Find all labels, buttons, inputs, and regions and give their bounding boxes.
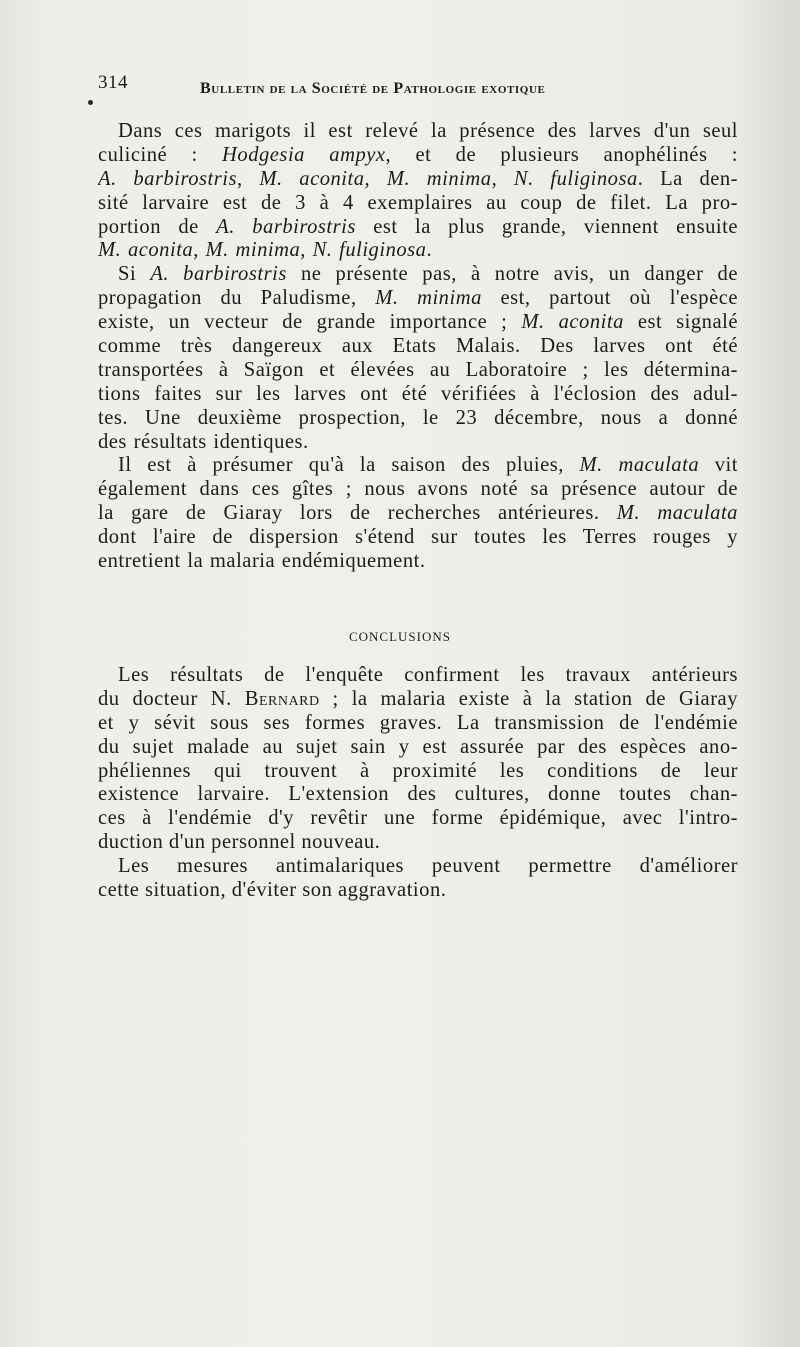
section-heading: CONCLUSIONS <box>348 629 451 644</box>
text-line: dont l'aire de dispersion s'étend sur toutes les Terres rouges y <box>98 526 738 549</box>
text-line: sité larvaire est de 3 à 4 exemplaires au coup de filet. La pro- <box>98 191 738 214</box>
text-line: et y sévit sous ses formes graves. La transmission de l'endémie <box>98 711 738 734</box>
text-line: entretient la malaria endémiquement. <box>98 550 426 573</box>
text-line: Dans ces marigots il est relevé la présence des larves d'un seul <box>118 120 738 142</box>
text-line: la gare de Giaray lors de recherches antérieures. M. maculata <box>98 502 738 525</box>
text-line: propagation du Paludisme, M. minima est, partout où l'espèce <box>98 287 738 310</box>
text-line: également dans ces gîtes ; nous avons noté sa présence autour de <box>98 478 738 501</box>
text-line: transportées à Saïgon et élevées au Laboratoire ; les détermina- <box>98 358 738 381</box>
text-line: M. aconita, M. minima, N. fuliginosa. <box>98 239 433 262</box>
text-line: Il est à présumer qu'à la saison des pluies, M. maculata vit <box>118 454 738 477</box>
text-line: existence larvaire. L'extension des cultures, donne toutes chan- <box>98 783 738 806</box>
text-line: comme très dangereux aux Etats Malais. Des larves ont été <box>98 335 738 358</box>
text-line: duction d'un personnel nouveau. <box>98 831 381 854</box>
text-line: tes. Une deuxième prospection, le 23 décembre, nous a donné <box>98 406 738 429</box>
text-line: A. barbirostris, M. aconita, M. minima, N. fuliginosa. La den- <box>98 167 738 190</box>
ink-speck <box>88 100 93 105</box>
text-line: Les mesures antimalariques peuvent permettre d'améliorer <box>118 855 738 878</box>
text-line: du sujet malade au sujet sain y est assurée par des espèces ano- <box>98 735 738 758</box>
text-line: existe, un vecteur de grande importance ; M. aconita est signalé <box>98 311 738 334</box>
body-section-1 <box>98 120 738 574</box>
text-line: phéliennes qui trouvent à proximité les conditions de leur <box>98 759 738 782</box>
text-line: tions faites sur les larves ont été vérifiées à l'éclosion des adul- <box>98 382 738 405</box>
text-line: culiciné : Hodgesia ampyx, et de plusieurs anophélinés : <box>98 143 738 166</box>
text-line: cette situation, d'éviter son aggravation. <box>98 879 447 902</box>
text-line: des résultats identiques. <box>98 430 309 453</box>
text-line: ces à l'endémie d'y revêtir une forme épidémique, avec l'intro- <box>98 807 738 830</box>
running-head: Bulletin de la Société de Pathologie exotique <box>200 80 546 97</box>
body-section-2 <box>98 664 738 903</box>
text-line: Si A. barbirostris ne présente pas, à notre avis, un danger de <box>118 263 738 286</box>
page-header <box>98 72 698 102</box>
text-line: Les résultats de l'enquête confirment les travaux antérieurs <box>118 664 738 686</box>
page-number: 314 <box>98 72 128 93</box>
text-line: du docteur N. Bernard ; la malaria existe à la station de Giaray <box>98 687 738 710</box>
text-line: portion de A. barbirostris est la plus grande, viennent ensuite <box>98 215 738 238</box>
